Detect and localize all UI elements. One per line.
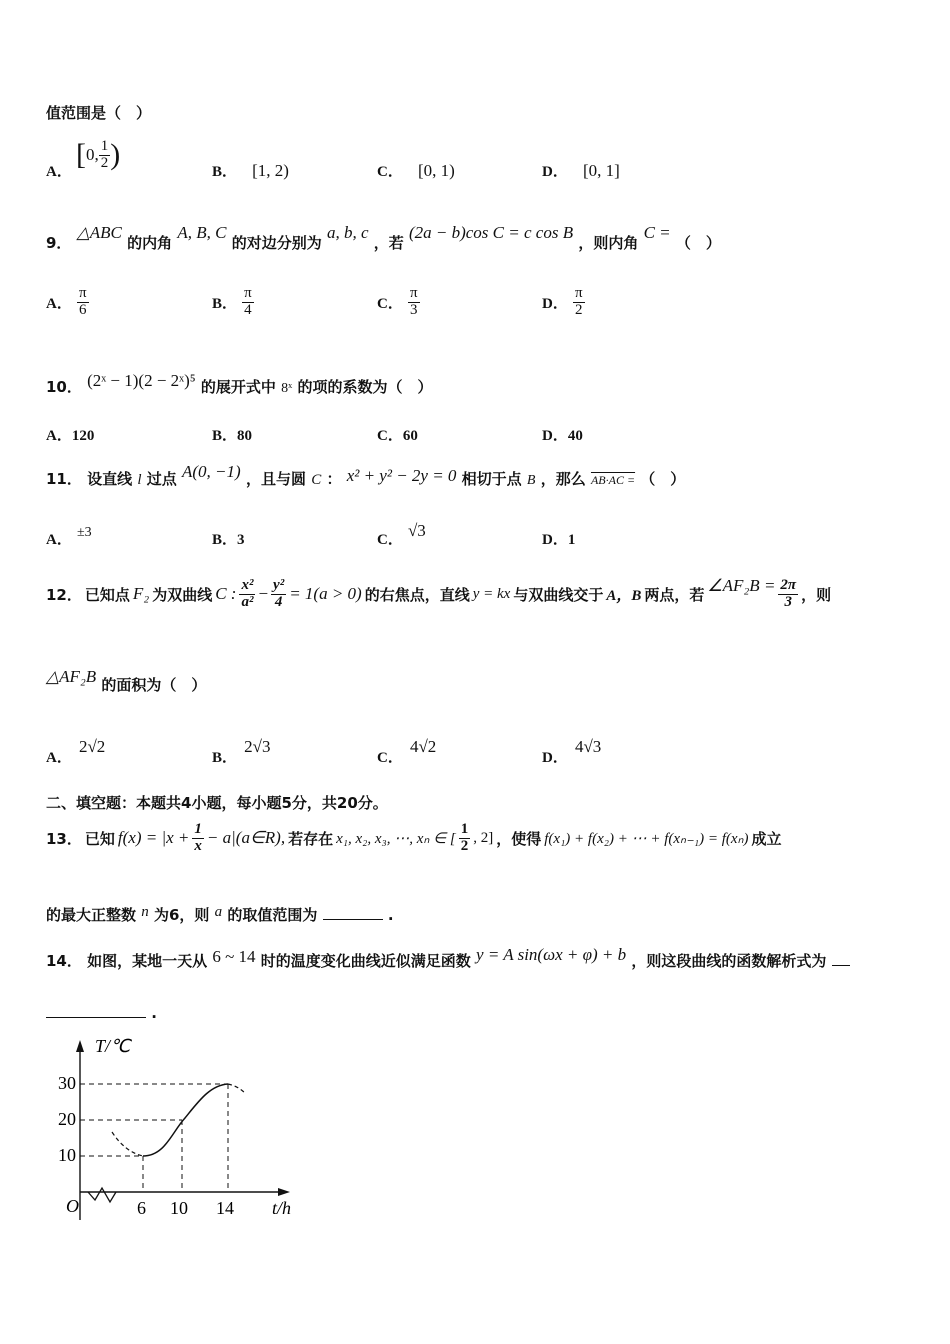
option-label: D． bbox=[542, 295, 568, 312]
q12-frac-x bbox=[239, 578, 255, 611]
q12-frac-angle bbox=[778, 578, 798, 611]
question-number: 12． bbox=[46, 585, 82, 604]
q14-stem bbox=[46, 945, 850, 971]
x-tick-label: 10 bbox=[170, 1198, 188, 1218]
q12-text: 已知点 bbox=[84, 585, 130, 604]
q9-math: △ABC bbox=[76, 223, 122, 242]
option-label: B． bbox=[212, 428, 238, 444]
y-tick-label: 30 bbox=[58, 1073, 76, 1093]
q12-text: 与双曲线交于 bbox=[513, 585, 604, 604]
option-value: 3 bbox=[237, 532, 245, 548]
question-number: 14． bbox=[46, 952, 82, 970]
frac-den: 6 bbox=[78, 301, 87, 318]
q11-option-b[interactable] bbox=[212, 528, 245, 549]
option-value: 4√3 bbox=[574, 737, 602, 756]
frac-den: 2 bbox=[574, 301, 583, 318]
option-value: √3 bbox=[407, 521, 426, 540]
q13-stem-line2 bbox=[46, 904, 394, 925]
frac-num: x² bbox=[241, 577, 254, 593]
axis-break-icon bbox=[88, 1188, 116, 1202]
q13-math: f(x₁) + f(x₂) + ⋯ + f(xₙ₋₁) = f(xₙ) bbox=[544, 830, 749, 847]
option-label: A． bbox=[46, 164, 72, 180]
q11-option-d[interactable] bbox=[542, 528, 575, 549]
q11-math: C bbox=[311, 472, 322, 488]
q12-stem-line2 bbox=[46, 667, 207, 695]
q8-stem-tail: 值范围是（ ） bbox=[46, 104, 152, 122]
option-label: A． bbox=[46, 295, 72, 312]
option-label: B． bbox=[212, 750, 238, 766]
q9-text: （ ） bbox=[675, 234, 721, 252]
option-value: ±3 bbox=[76, 525, 92, 540]
option-label: A． bbox=[46, 428, 72, 444]
q12-math: F₂ bbox=[132, 584, 150, 604]
q11-text: 设直线 bbox=[87, 470, 133, 488]
q12-text: 的右焦点，直线 bbox=[364, 585, 470, 604]
q8-option-a[interactable] bbox=[46, 160, 72, 181]
q13-stem bbox=[46, 822, 782, 855]
q12-text: 两点，若 bbox=[644, 585, 705, 604]
option-label: C． bbox=[377, 295, 403, 312]
q13-text: ，使得 bbox=[496, 829, 542, 848]
q14-text: 时的温度变化曲线近似满足函数 bbox=[260, 952, 471, 970]
frac-den: a² bbox=[241, 593, 254, 610]
q11-option-a[interactable] bbox=[46, 525, 92, 549]
option-label: B． bbox=[212, 295, 238, 312]
q11-text: ，且与圆 bbox=[245, 470, 306, 488]
q13-math: f(x) = |x + bbox=[117, 828, 190, 848]
q13-text: 为6，则 bbox=[153, 906, 210, 924]
q9-option-b[interactable] bbox=[212, 286, 254, 319]
frac-num: 2π bbox=[780, 577, 797, 593]
q13-frac bbox=[192, 822, 204, 855]
q8-option-c[interactable] bbox=[377, 160, 455, 181]
q12-stem bbox=[46, 578, 831, 611]
option-value: 80 bbox=[237, 428, 253, 444]
q9-option-c[interactable] bbox=[377, 286, 420, 319]
x-tick-label: 6 bbox=[137, 1198, 146, 1218]
q10-option-a[interactable] bbox=[46, 424, 94, 445]
q8-option-d[interactable] bbox=[542, 160, 620, 181]
y-tick-label: 10 bbox=[58, 1145, 76, 1165]
q11-math: x² + y² − 2y = 0 bbox=[346, 466, 457, 485]
q12-option-b[interactable] bbox=[212, 736, 271, 766]
x-axis-arrow-icon bbox=[278, 1188, 290, 1196]
option-value: 2√2 bbox=[78, 737, 106, 756]
option-label: A． bbox=[46, 532, 72, 548]
x-axis-label: t/h bbox=[272, 1198, 292, 1218]
option-value: [1, 2) bbox=[252, 161, 289, 180]
q10-math: 8ˣ bbox=[281, 381, 293, 396]
option-value bbox=[242, 286, 254, 319]
q10-stem bbox=[46, 371, 433, 397]
question-number: 9． bbox=[46, 234, 72, 252]
q12-option-d[interactable] bbox=[542, 736, 602, 766]
q14-text: . bbox=[151, 1004, 157, 1022]
y-tick-label: 20 bbox=[58, 1109, 76, 1129]
q12-math: A，B bbox=[606, 587, 642, 604]
q12-math: ∠AF₂B = bbox=[707, 576, 776, 596]
q13-math: − a|(a∈R), bbox=[206, 828, 286, 848]
y-axis-arrow-icon bbox=[76, 1040, 84, 1052]
q9-text: 的对边分别为 bbox=[231, 234, 322, 252]
q9-text: ，若 bbox=[373, 234, 404, 252]
q11-math: AB·AC = bbox=[590, 473, 636, 487]
q10-text: 的项的系数为（ ） bbox=[297, 378, 433, 396]
answer-blank[interactable] bbox=[832, 964, 850, 966]
option-value: 60 bbox=[402, 428, 418, 444]
q8-option-b[interactable] bbox=[212, 160, 289, 181]
q13-math: a bbox=[214, 904, 223, 920]
q11-text: ： bbox=[326, 470, 342, 488]
q11-text: （ ） bbox=[640, 470, 686, 488]
frac-num: π bbox=[78, 285, 87, 301]
q12-math: △AF₂B bbox=[46, 667, 97, 686]
frac-num: π bbox=[409, 285, 418, 301]
q14-math: 6 ~ 14 bbox=[212, 947, 256, 966]
option-label: C． bbox=[377, 164, 403, 180]
q12-math: C : bbox=[215, 584, 237, 604]
y-axis-label: T/℃ bbox=[95, 1036, 131, 1056]
option-label: D． bbox=[542, 428, 568, 444]
option-value: 2√3 bbox=[244, 737, 271, 756]
option-value: 4√2 bbox=[409, 737, 437, 756]
q9-stem bbox=[46, 223, 721, 253]
q11-text: 过点 bbox=[146, 470, 177, 488]
q9-text: ，则内角 bbox=[578, 234, 639, 252]
q10-text: 的展开式中 bbox=[200, 378, 276, 396]
q9-text: 的内角 bbox=[127, 234, 173, 252]
q9-math: A, B, C bbox=[177, 223, 227, 242]
frac-den: 4 bbox=[244, 301, 252, 318]
q13-text: 的最大正整数 bbox=[46, 906, 137, 924]
q9-option-a[interactable] bbox=[46, 286, 89, 319]
q12-text: ，则 bbox=[801, 585, 832, 604]
option-label: C． bbox=[377, 428, 403, 444]
option-value: [0, 1) bbox=[417, 161, 455, 180]
q13-text: 若存在 bbox=[288, 829, 334, 848]
q11-option-c[interactable] bbox=[377, 521, 426, 549]
q14-math: y = A sin(ωx + φ) + b bbox=[476, 945, 627, 964]
question-number: 10． bbox=[46, 378, 82, 396]
frac-num: π bbox=[244, 285, 252, 301]
q11-text: ，那么 bbox=[540, 470, 586, 488]
origin-label: O bbox=[66, 1196, 79, 1216]
option-label: B． bbox=[212, 164, 238, 180]
q11-text: 相切于点 bbox=[461, 470, 522, 488]
q9-math: a, b, c bbox=[326, 223, 369, 242]
answer-blank[interactable] bbox=[46, 1016, 146, 1018]
q13-frac-half bbox=[459, 822, 471, 855]
q12-frac-y bbox=[271, 578, 286, 611]
option-label: A． bbox=[46, 750, 72, 766]
frac-den: 3 bbox=[409, 301, 418, 318]
q10-option-d[interactable] bbox=[542, 424, 583, 445]
curve-extension-right bbox=[228, 1084, 246, 1094]
option-label: B． bbox=[212, 532, 238, 548]
option-label: D． bbox=[542, 750, 568, 766]
q12-option-a[interactable] bbox=[46, 736, 106, 766]
q12-math: = 1(a > 0) bbox=[289, 584, 362, 604]
option-value bbox=[408, 286, 420, 319]
frac-den: 4 bbox=[274, 593, 283, 610]
frac-den: x bbox=[194, 837, 202, 854]
question-number: 11． bbox=[46, 470, 82, 488]
curve-extension-left bbox=[112, 1132, 143, 1156]
q8-option-a-value: [0, $\frac{1}{2}$ ) bbox=[76, 137, 121, 171]
q9-math: C = bbox=[643, 223, 671, 242]
q13-math: x₁, x₂, x₃, ⋯, xₙ ∈ [ bbox=[336, 830, 456, 847]
q12-math: − bbox=[258, 584, 269, 604]
q12-text: 的面积为（ ） bbox=[101, 676, 207, 694]
option-label: D． bbox=[542, 164, 568, 180]
q12-math: y = kx bbox=[472, 585, 511, 602]
frac-num: 1 bbox=[460, 821, 469, 837]
frac-num: 1 bbox=[194, 821, 202, 837]
frac-num: y² bbox=[273, 577, 285, 593]
option-value: 120 bbox=[71, 428, 95, 444]
q13-math: , 2] bbox=[473, 829, 494, 846]
q12-text: 为双曲线 bbox=[152, 585, 213, 604]
temperature-curve-figure bbox=[40, 1030, 310, 1230]
q14-text: ，则这段曲线的函数解析式为 bbox=[631, 952, 827, 970]
frac-den: 3 bbox=[784, 593, 793, 610]
q14-stem-line2 bbox=[46, 1004, 157, 1022]
q10-math: (2ˣ − 1)(2 − 2ˣ)⁵ bbox=[87, 371, 196, 390]
q11-stem bbox=[46, 462, 686, 489]
q13-text: 的取值范围为 bbox=[227, 906, 318, 924]
q14-text: 如图，某地一天从 bbox=[87, 952, 208, 970]
q9-math: (2a − b)cos C = c cos B bbox=[408, 223, 574, 242]
frac-den: 2 bbox=[460, 837, 469, 854]
q12-option-c[interactable] bbox=[377, 736, 437, 766]
q13-text: . bbox=[387, 906, 394, 924]
q10-option-c[interactable] bbox=[377, 424, 418, 445]
option-label: D． bbox=[542, 532, 568, 548]
option-value: 1 bbox=[567, 532, 576, 548]
option-value bbox=[573, 286, 585, 319]
option-value bbox=[77, 286, 89, 319]
q13-text: 已知 bbox=[84, 829, 115, 848]
frac-num: π bbox=[574, 285, 583, 301]
q11-math: B bbox=[526, 473, 536, 488]
answer-blank[interactable] bbox=[323, 918, 383, 920]
option-value: [0, 1] bbox=[582, 161, 620, 180]
q11-math: l bbox=[137, 472, 142, 488]
option-label: C． bbox=[377, 750, 403, 766]
q11-math: A(0, −1) bbox=[182, 462, 241, 481]
question-number: 13． bbox=[46, 829, 82, 848]
section-heading: 二、填空题：本题共4小题，每小题5分，共20分。 bbox=[46, 794, 388, 812]
q9-option-d[interactable] bbox=[542, 286, 585, 319]
x-tick-label: 14 bbox=[216, 1198, 234, 1218]
q13-text: 成立 bbox=[751, 829, 782, 848]
q10-option-b[interactable] bbox=[212, 424, 252, 445]
q13-math: n bbox=[141, 904, 149, 920]
option-label: C． bbox=[377, 532, 403, 548]
option-value: 40 bbox=[567, 428, 583, 444]
